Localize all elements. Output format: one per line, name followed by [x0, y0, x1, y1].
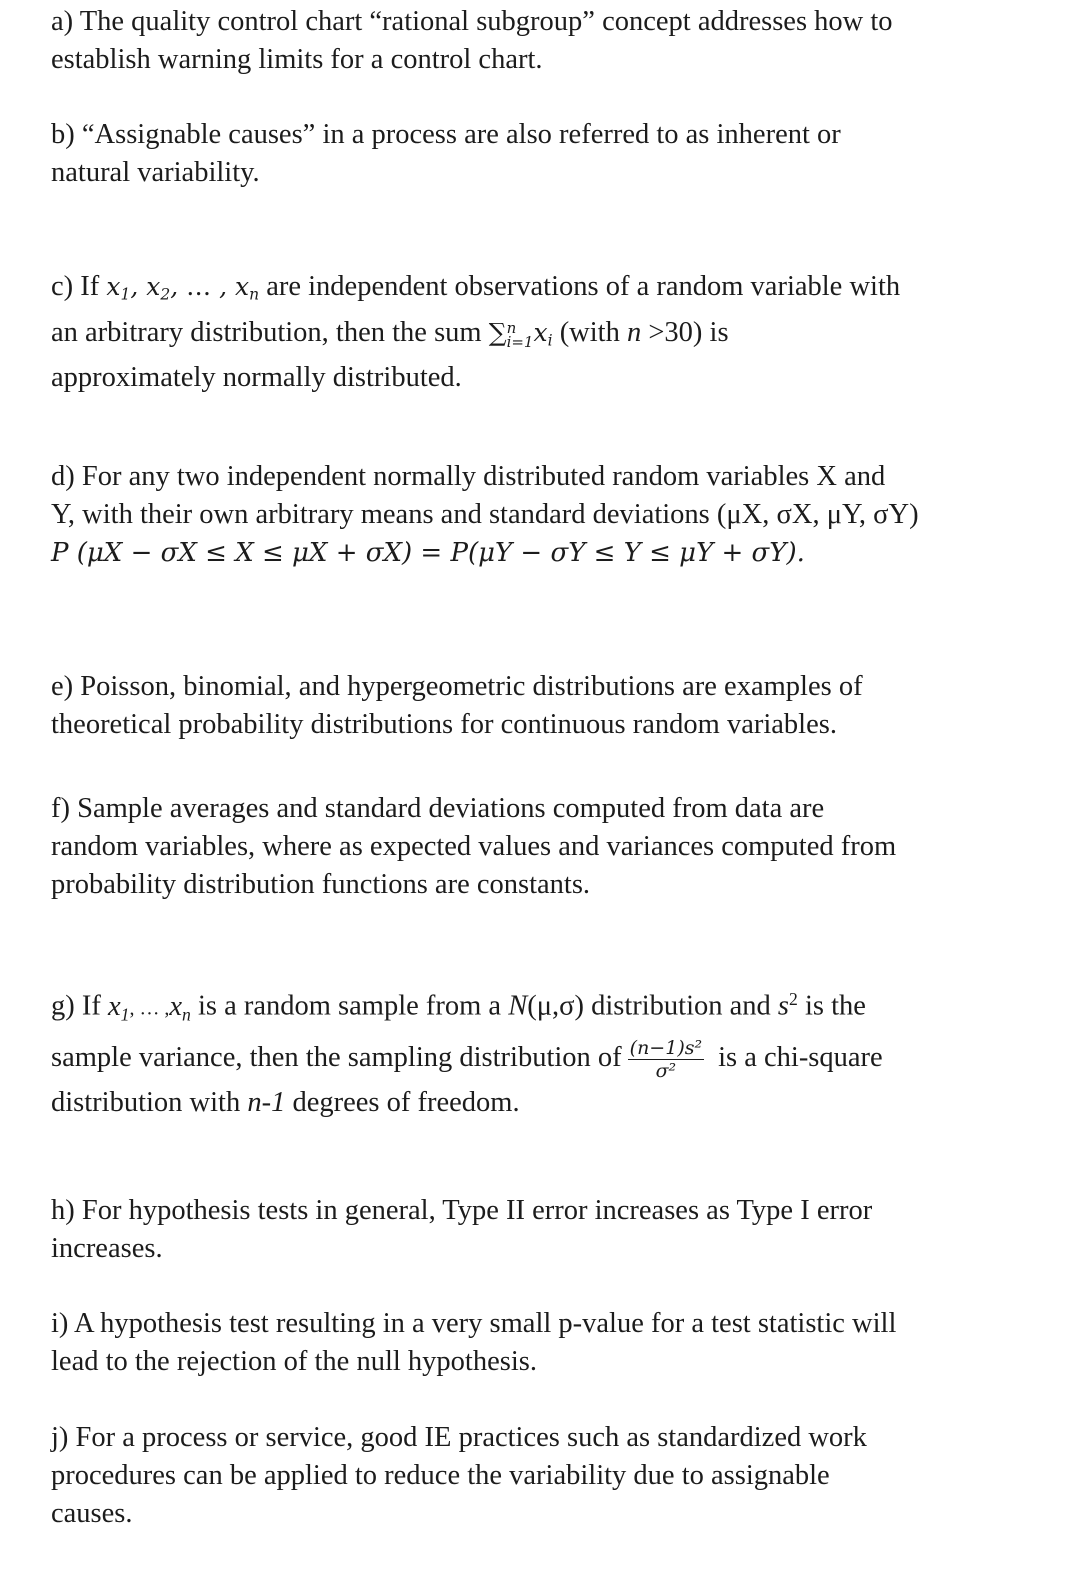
item-e-line2: theoretical probability distributions for continuous random variables.	[51, 709, 837, 740]
item-f-line2: random variables, where as expected values and variances computed from	[51, 831, 897, 862]
item-g	[51, 980, 1041, 1122]
item-d	[51, 458, 1041, 572]
item-h	[51, 1192, 1041, 1268]
item-j-line1: j) For a process or service, good IE practices such as standardized work	[51, 1422, 867, 1453]
x1-symbol: $x_1$, $x_2$, … , $x_n$	[106, 272, 260, 304]
item-d-formula: P (μX − σX ≤ X ≤ μX + σX) = P(μY − σY ≤ Y ≤ μY + σY).	[51, 538, 805, 568]
item-b-line2: natural variability.	[51, 157, 260, 188]
item-i-line2: lead to the rejection of the null hypothesis.	[51, 1346, 537, 1377]
item-j-line2: procedures can be applied to reduce the variability due to assignable	[51, 1460, 830, 1491]
item-h-line1: h) For hypothesis tests in general, Type II error increases as Type I error	[51, 1195, 873, 1226]
chi-square-fraction: $\frac{\text{(n−1)s²}}{\text{σ²}}$	[629, 1037, 703, 1082]
item-h-line2: increases.	[51, 1233, 163, 1264]
item-g-line2: sample variance, then the sampling distribution of $\frac{\text{(n−1)s²}}{\text{σ²}}$ is a chi-square	[51, 1037, 883, 1082]
item-b	[51, 116, 1041, 192]
item-f-line1: f) Sample averages and standard deviations computed from data are	[51, 793, 825, 824]
item-c-line3: approximately normally distributed.	[51, 362, 462, 394]
item-j	[51, 1419, 1041, 1533]
item-c	[51, 268, 1041, 397]
item-d-line2: Y, with their own arbitrary means and standard deviations (μX, σX, μY, σY)	[51, 499, 919, 530]
item-a	[51, 3, 1041, 79]
item-f-line3: probability distribution functions are constants.	[51, 869, 591, 900]
sum-limits: n i=1	[506, 318, 534, 351]
item-f	[51, 790, 1041, 904]
item-a-line2: establish warning limits for a control chart.	[51, 44, 543, 75]
item-e-line1: e) Poisson, binomial, and hypergeometric distributions are examples of	[51, 671, 863, 702]
item-d-line1: d) For any two independent normally distributed random variables X and	[51, 461, 886, 492]
item-j-line3: causes.	[51, 1498, 133, 1529]
item-g-line3: distribution with n-1 degrees of freedom.	[51, 1087, 520, 1118]
item-e	[51, 668, 1041, 744]
item-i	[51, 1305, 1041, 1381]
item-c-line2: an arbitrary distribution, then the sum ∑ n i=1 $x_i$ (with n >30) is	[51, 314, 1041, 360]
item-i-line1: i) A hypothesis test resulting in a very small p-value for a test statistic will	[51, 1308, 897, 1339]
item-a-line1: a) The quality control chart “rational subgroup” concept addresses how to	[51, 6, 893, 37]
sum-symbol: ∑	[488, 317, 507, 347]
item-c-line1: c) If $x_1$, $x_2$, … , $x_n$ are independent observations of a random variable with	[51, 271, 901, 304]
item-b-line1: b) “Assignable causes” in a process are also referred to as inherent or	[51, 119, 841, 150]
item-g-line1: g) If $x_1$, … $,x_n$ is a random sample from a N(μ,σ) distribution and $s^2$ is the	[51, 989, 866, 1024]
